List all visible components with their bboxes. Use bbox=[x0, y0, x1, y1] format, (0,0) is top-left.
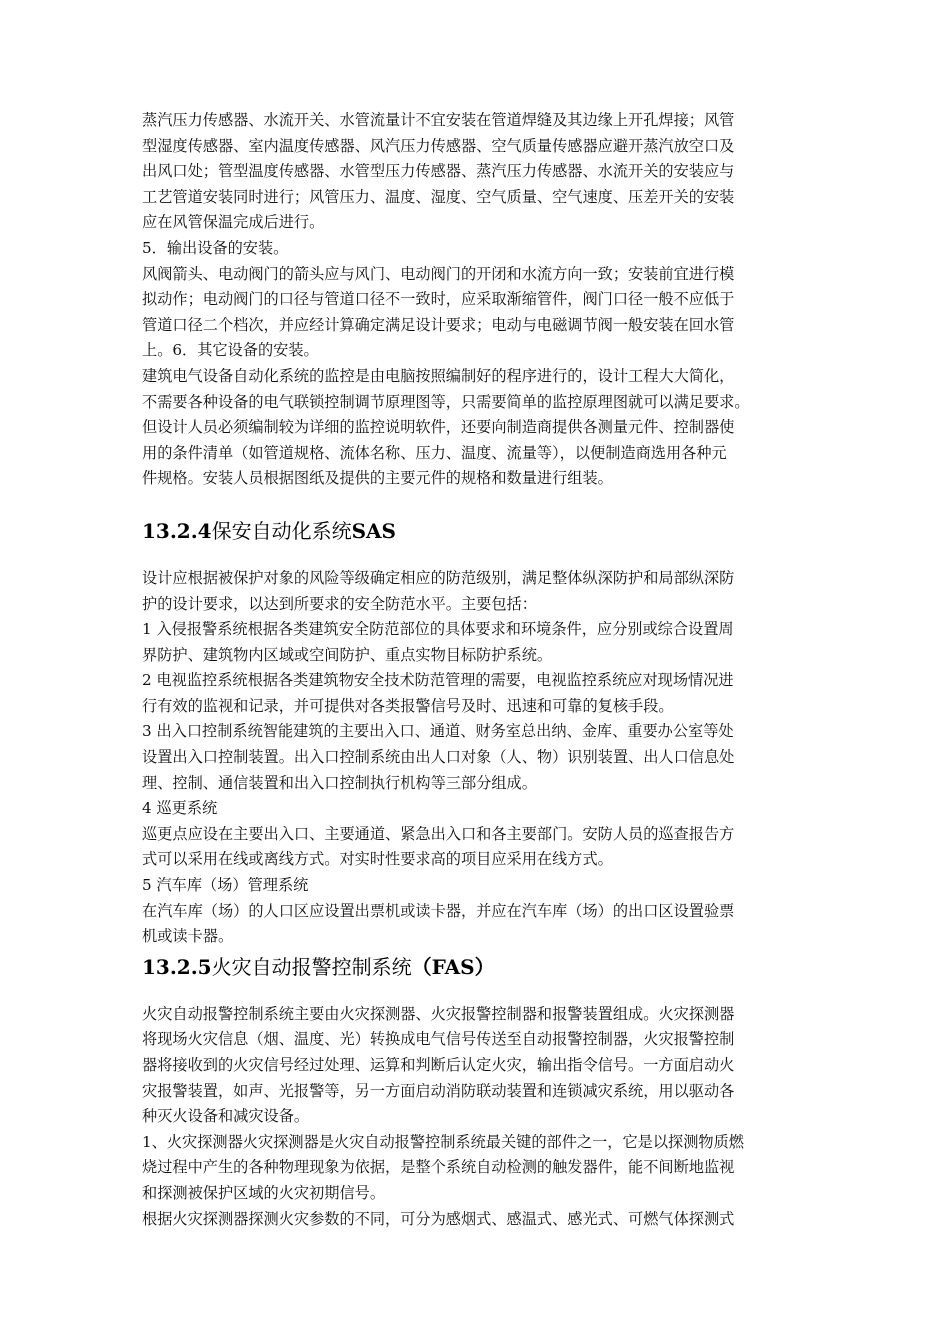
text-line: 不需要各种设备的电气联锁控制调节原理图等，只需要简单的监控原理图就可以满足要求。 bbox=[142, 392, 750, 411]
text-line: 5 汽车库（场）管理系统 bbox=[142, 876, 309, 895]
text-line: 4 巡更系统 bbox=[142, 799, 218, 818]
section-heading-sas bbox=[142, 518, 817, 544]
paragraph-fas-intro bbox=[142, 1002, 817, 1130]
section-number: 13.2.5 bbox=[142, 954, 212, 979]
paragraph-parking-heading bbox=[142, 873, 817, 899]
text-line: 建筑电气设备自动化系统的监控是由电脑按照编制好的程序进行的，设计工程大大简化， bbox=[142, 366, 735, 385]
section-title: 保安自动化系统 bbox=[211, 518, 352, 543]
paragraph-fire-detector bbox=[142, 1130, 817, 1207]
paragraph-automation-monitoring bbox=[142, 364, 817, 492]
paragraph-sas-intro bbox=[142, 566, 817, 617]
text-line: 上。6．其它设备的安装。 bbox=[142, 341, 319, 360]
paragraph-detector-types bbox=[142, 1207, 817, 1233]
document-page bbox=[142, 108, 817, 1232]
text-line: 2 电视监控系统根据各类建筑物安全技术防范管理的需要，电视监控系统应对现场情况进 bbox=[142, 671, 734, 690]
text-line: 种灭火设备和减灾设备。 bbox=[142, 1107, 310, 1126]
text-line: 型湿度传感器、室内温度传感器、风汽压力传感器、空气质量传感器应避开蒸汽放空口及 bbox=[142, 136, 735, 155]
text-line: 护的设计要求，以达到所要求的安全防范水平。主要包括： bbox=[142, 594, 537, 613]
paragraph-parking bbox=[142, 899, 817, 950]
text-line: 根据火灾探测器探测火灾参数的不同，可分为感烟式、感温式、感光式、可燃气体探测式 bbox=[142, 1209, 735, 1228]
paragraph-output-heading bbox=[142, 236, 817, 262]
text-line: 但设计人员必须编制较为详细的监控说明软件，还要向制造商提供各测量元件、控制器使 bbox=[142, 418, 735, 437]
text-line: 蒸汽压力传感器、水流开关、水管流量计不宜安装在管道焊缝及其边缘上开孔焊接；风管 bbox=[142, 111, 735, 129]
text-line: 机或读卡器。 bbox=[142, 927, 234, 946]
text-line: 5．输出设备的安装。 bbox=[142, 238, 289, 257]
text-line: 出风口处；管型温度传感器、水管型压力传感器、蒸汽压力传感器、水流开关的安装应与 bbox=[142, 162, 735, 181]
text-line: 设计应根据被保护对象的风险等级确定相应的防范级别，满足整体纵深防护和局部纵深防 bbox=[142, 568, 735, 587]
text-line: 3 出入口控制系统智能建筑的主要出入口、通道、财务室总出纳、金库、重要办公室等处 bbox=[142, 722, 734, 741]
text-line: 管道口径二个档次，并应经计算确定满足设计要求；电动与电磁调节阀一般安装在回水管 bbox=[142, 315, 735, 334]
text-line: 件规格。安装人员根据图纸及提供的主要元件的规格和数量进行组装。 bbox=[142, 469, 613, 488]
text-line: 烧过程中产生的各种物理现象为依据，是整个系统自动检测的触发器件，能不间断地监视 bbox=[142, 1158, 735, 1177]
text-line: 工艺管道安装同时进行；风管压力、温度、湿度、空气质量、空气速度、压差开关的安装 bbox=[142, 187, 735, 206]
text-line: 设置出入口控制装置。出入口控制系统由出人口对象（人、物）识别装置、出人口信息处 bbox=[142, 748, 735, 767]
text-line: 风阀箭头、电动阀门的箭头应与风门、电动阀门的开闭和水流方向一致；安装前宜进行模 bbox=[142, 264, 735, 283]
section-heading-fas bbox=[142, 954, 817, 980]
text-line: 行有效的监视和记录，并可提供对各类报警信号及时、迅速和可靠的复核手段。 bbox=[142, 696, 674, 715]
text-line: 在汽车库（场）的人口区应设置出票机或读卡器，并应在汽车库（场）的出口区设置验票 bbox=[142, 901, 735, 920]
paragraph-patrol-heading bbox=[142, 796, 817, 822]
section-number: 13.2.4 bbox=[142, 518, 212, 543]
text-line: 巡更点应设在主要出入口、主要通道、紧急出入口和各主要部门。安防人员的巡查报告方 bbox=[142, 824, 735, 843]
text-line: 1、火灾探测器火灾探测器是火灾自动报警控制系统最关键的部件之一，它是以探测物质燃 bbox=[142, 1132, 744, 1151]
text-line: 拟动作；电动阀门的口径与管道口径不一致时，应采取渐缩管件，阀门口径一般不应低于 bbox=[142, 290, 735, 309]
text-line: 将现场火灾信息（烟、温度、光）转换成电气信号传送至自动报警控制器，火灾报警控制 bbox=[142, 1030, 735, 1049]
text-line: 式可以采用在线或离线方式。对实时性要求高的项目应采用在线方式。 bbox=[142, 850, 613, 869]
paragraph-cctv bbox=[142, 668, 817, 719]
section-abbr: SAS bbox=[351, 518, 396, 543]
paragraph-valve-install bbox=[142, 262, 817, 364]
text-line: 火灾自动报警控制系统主要由火灾探测器、火灾报警控制器和报警装置组成。火灾探测器 bbox=[142, 1004, 735, 1023]
text-line: 用的条件清单（如管道规格、流体名称、压力、温度、流量等），以便制造商选用各种元 bbox=[142, 443, 727, 462]
paragraph-access-control bbox=[142, 719, 817, 796]
text-line: 理、控制、通信装置和出入口控制执行机构等三部分组成。 bbox=[142, 773, 537, 792]
section-title: 火灾自动报警控制系统 bbox=[211, 954, 412, 979]
text-line: 界防护、建筑物内区域或空间防护、重点实物目标防护系统。 bbox=[142, 645, 553, 664]
paragraph-patrol bbox=[142, 822, 817, 873]
text-line: 器将接收到的火灾信号经过处理、运算和判断后认定火灾，输出指令信号。一方面启动火 bbox=[142, 1056, 735, 1074]
paragraph-intrusion-alarm bbox=[142, 617, 817, 668]
text-line: 和探测被保护区域的火灾初期信号。 bbox=[142, 1183, 385, 1202]
text-line: 1 入侵报警系统根据各类建筑安全防范部位的具体要求和环境条件，应分别或综合设置周 bbox=[142, 620, 734, 639]
section-abbr: （FAS） bbox=[411, 954, 495, 979]
text-line: 应在风管保温完成后进行。 bbox=[142, 213, 325, 232]
text-line: 灾报警装置，如声、光报警等，另一方面启动消防联动装置和连锁减灾系统，用以驱动各 bbox=[142, 1081, 735, 1100]
paragraph-sensor-install bbox=[142, 108, 817, 236]
